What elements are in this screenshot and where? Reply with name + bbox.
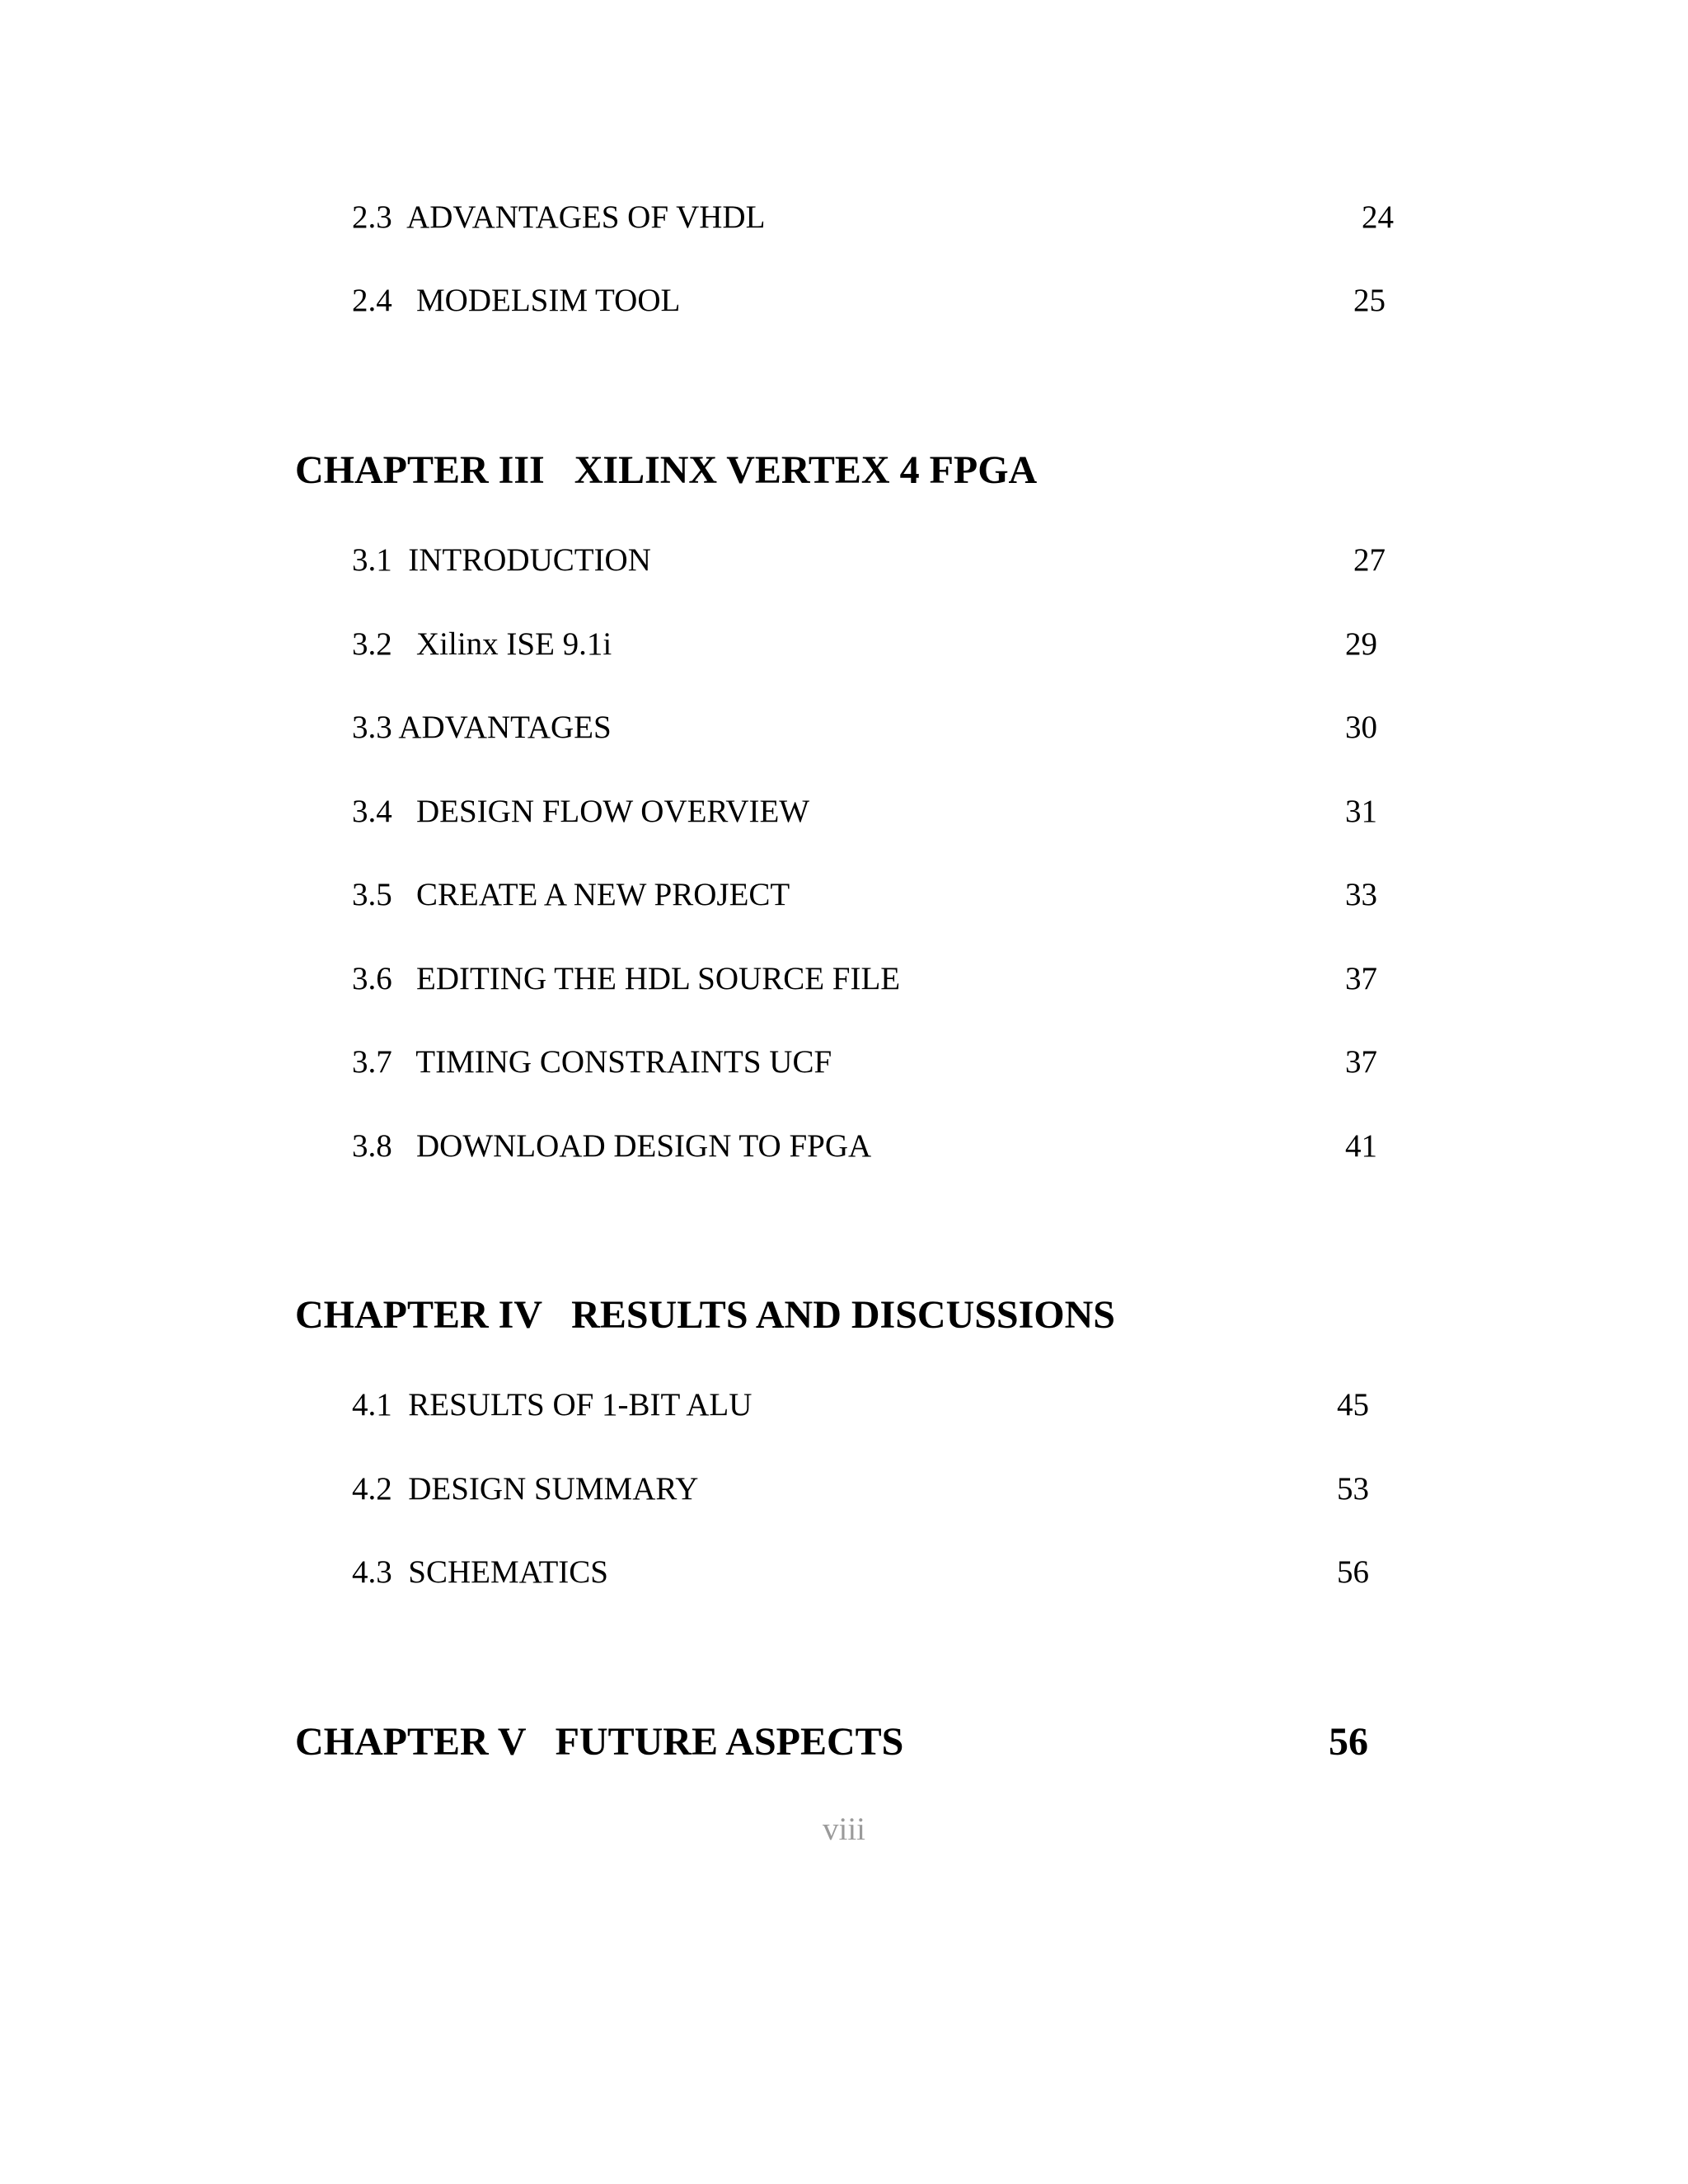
toc-entry-3-8-label: 3.8 DOWNLOAD DESIGN TO FPGA — [352, 1128, 872, 1164]
page-number-folio: viii — [822, 1811, 865, 1847]
toc-entry-4-2-label: 4.2 DESIGN SUMMARY — [352, 1471, 699, 1507]
toc-entry-3-7-page: 37 — [1345, 1044, 1377, 1080]
toc-entry-3-3-page: 30 — [1345, 710, 1377, 745]
toc-entry-3-7-label: 3.7 TIMING CONSTRAINTS UCF — [352, 1044, 832, 1080]
toc-entry-3-5-label: 3.5 CREATE A NEW PROJECT — [352, 877, 790, 912]
toc-entry-3-4-page: 31 — [1345, 794, 1377, 829]
toc-entry-2-3-label: 2.3 ADVANTAGES OF VHDL — [352, 199, 766, 235]
toc-entry-2-4-page: 25 — [1353, 283, 1386, 318]
toc-entry-3-8-page: 41 — [1345, 1128, 1377, 1164]
toc-entry-2-4-label: 2.4 MODELSIM TOOL — [352, 283, 681, 318]
chapter-5-heading: CHAPTER V FUTURE ASPECTS — [295, 1720, 904, 1764]
toc-entry-4-2-page: 53 — [1337, 1471, 1369, 1507]
toc-entry-3-2-label: 3.2 Xilinx ISE 9.1i — [352, 626, 612, 662]
toc-entry-2-3-page: 24 — [1362, 199, 1394, 235]
toc-entry-4-3-page: 56 — [1337, 1554, 1369, 1590]
toc-entry-3-6-label: 3.6 EDITING THE HDL SOURCE FILE — [352, 961, 901, 996]
chapter-5-page: 56 — [1329, 1720, 1368, 1764]
toc-entry-3-3-label: 3.3 ADVANTAGES — [352, 710, 612, 745]
toc-entry-3-1-page: 27 — [1353, 542, 1386, 578]
chapter-4-heading: CHAPTER IV RESULTS AND DISCUSSIONS — [295, 1293, 1115, 1337]
toc-entry-4-1-label: 4.1 RESULTS OF 1-BIT ALU — [352, 1387, 753, 1422]
toc-entry-4-3-label: 4.3 SCHEMATICS — [352, 1554, 608, 1590]
toc-entry-3-2-page: 29 — [1345, 626, 1377, 662]
chapter-3-heading: CHAPTER III XILINX VERTEX 4 FPGA — [295, 448, 1038, 492]
toc-entry-4-1-page: 45 — [1337, 1387, 1369, 1422]
toc-entry-3-1-label: 3.1 INTRODUCTION — [352, 542, 651, 578]
toc-entry-3-6-page: 37 — [1345, 961, 1377, 996]
toc-entry-3-5-page: 33 — [1345, 877, 1377, 912]
toc-entry-3-4-label: 3.4 DESIGN FLOW OVERVIEW — [352, 794, 810, 829]
